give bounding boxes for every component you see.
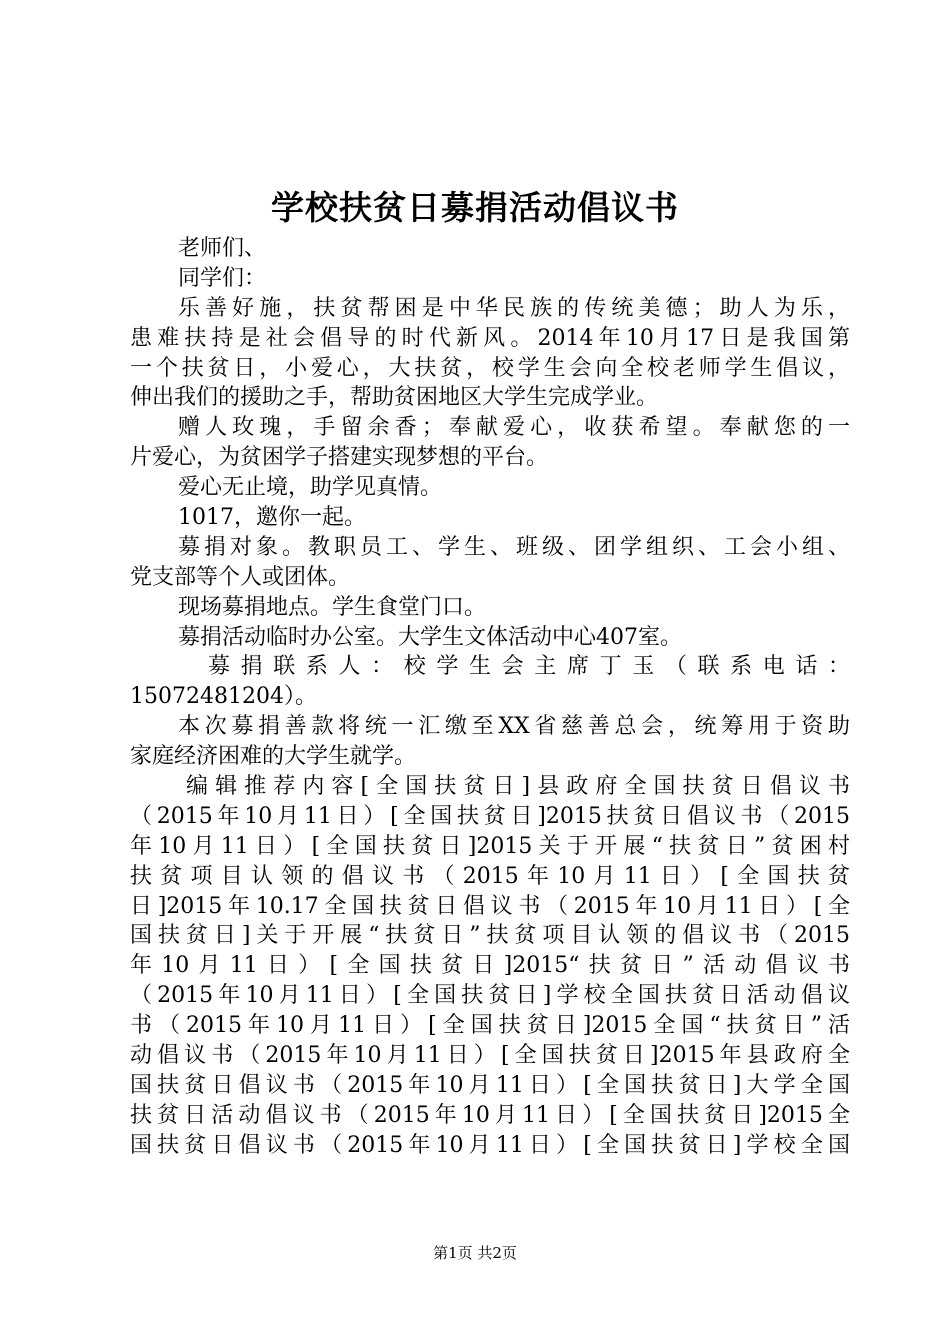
- recommended-line: 动倡议书（2015年10月11日）[全国扶贫日]2015年县政府全: [130, 1043, 850, 1069]
- text-line: 一个扶贫日，小爱心，大扶贫，校学生会向全校老师学生倡议，: [130, 355, 850, 381]
- text-line: 本次募捐善款将统一汇缴至XX省慈善总会，统筹用于资助: [178, 714, 850, 740]
- recommended-line: 书（2015年10月11日）[全国扶贫日]2015全国“扶贫日”活: [130, 1013, 850, 1039]
- contact-line: 募捐联系人：校学生会主席丁玉（联系电话：: [208, 654, 850, 680]
- recommended-line: 日]2015年10.17全国扶贫日倡议书（2015年10月11日）[全: [130, 893, 850, 919]
- recommended-line: 编辑推荐内容[全国扶贫日]县政府全国扶贫日倡议书: [186, 774, 850, 800]
- contact-phone: 15072481204）。: [130, 684, 317, 710]
- recommended-line: 国扶贫日]关于开展“扶贫日”扶贫项目认领的倡议书（2015: [130, 923, 850, 949]
- recommended-line: （2015年10月11日）[全国扶贫日]2015扶贫日倡议书（2015: [130, 803, 850, 829]
- text-line: 患难扶持是社会倡导的时代新风。2014年10月17日是我国第: [130, 325, 850, 351]
- recommended-line: （2015年10月11日）[全国扶贫日]学校全国扶贫日活动倡议: [130, 983, 850, 1009]
- text-line: 家庭经济困难的大学生就学。: [130, 744, 417, 770]
- page-footer: 第1页 共2页: [433, 1244, 517, 1262]
- text-line: 党支部等个人或团体。: [130, 564, 351, 590]
- document-body: [130, 234, 850, 1161]
- text-line: 爱心无止境，助学见真情。: [178, 475, 443, 501]
- text-line: 乐善好施，扶贫帮困是中华民族的传统美德；助人为乐，: [178, 295, 850, 321]
- text-line: 现场募捐地点。学生食堂门口。: [178, 594, 487, 620]
- salutation-teachers: 老师们、: [178, 236, 267, 261]
- text-line: 伸出我们的援助之手，帮助贫困地区大学生完成学业。: [130, 385, 659, 411]
- text-line: 片爱心，为贫困学子搭建实现梦想的平台。: [130, 445, 549, 471]
- salutation-students: 同学们：: [178, 265, 267, 291]
- recommended-line: 国扶贫日倡议书（2015年10月11日）[全国扶贫日]学校全国: [130, 1132, 850, 1158]
- text-line: 募捐对象。教职员工、学生、班级、团学组织、工会小组、: [178, 534, 850, 560]
- text-line: 募捐活动临时办公室。大学生文体活动中心407室。: [178, 624, 682, 650]
- recommended-line: 年10月11日）[全国扶贫日]2015“扶贫日”活动倡议书: [130, 953, 850, 979]
- text-line: 赠人玫瑰，手留余香；奉献爱心，收获希望。奉献您的一: [178, 415, 850, 441]
- recommended-line: 扶贫项目认领的倡议书（2015年10月11日）[全国扶贫: [130, 863, 850, 889]
- text-line: 1017，邀你一起。: [178, 505, 366, 531]
- recommended-line: 扶贫日活动倡议书（2015年10月11日）[全国扶贫日]2015全: [130, 1102, 850, 1128]
- recommended-line: 年10月11日）[全国扶贫日]2015关于开展“扶贫日”贫困村: [130, 833, 850, 859]
- recommended-line: 国扶贫日倡议书（2015年10月11日）[全国扶贫日]大学全国: [130, 1072, 850, 1098]
- document-title: 学校扶贫日募捐活动倡议书: [271, 188, 679, 227]
